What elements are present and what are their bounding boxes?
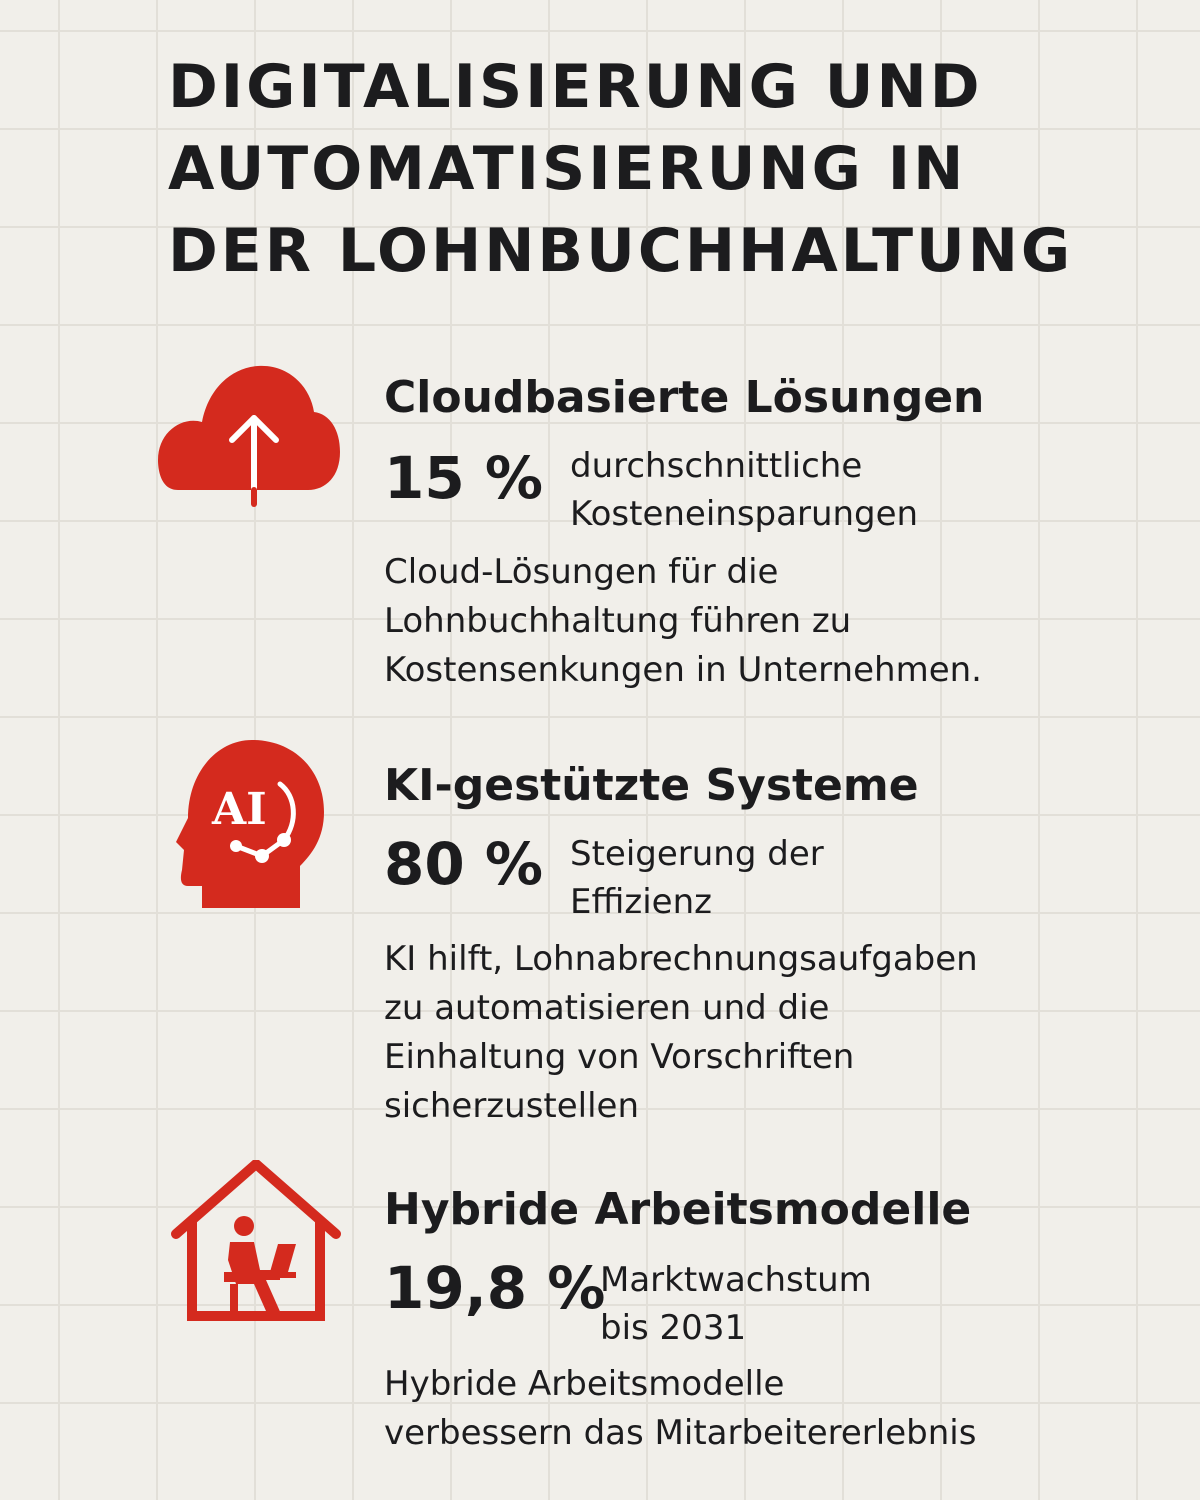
section-description [384, 548, 982, 695]
title-line: DER LOHNBUCHHALTUNG [168, 216, 1074, 286]
description-line: Lohnbuchhaltung führen zu [384, 601, 852, 641]
description-line: Hybride Arbeitsmodelle [384, 1364, 785, 1404]
stat-label-line: durchschnittliche [570, 446, 863, 486]
home-office-icon [170, 1160, 342, 1324]
stat-label-line: Kosteneinsparungen [570, 494, 919, 534]
stat-label-line: Steigerung der [570, 834, 824, 874]
stat-value: 80 % [384, 830, 544, 898]
stat-label [570, 442, 918, 538]
ai-icon-text: AI [212, 784, 267, 835]
section-description [384, 1360, 976, 1458]
description-line: KI hilft, Lohnabrechnungsaufgaben [384, 939, 978, 979]
description-line: sicherzustellen [384, 1086, 640, 1126]
description-line: verbessern das Mitarbeitererlebnis [384, 1413, 977, 1453]
stat-value: 19,8 % [384, 1254, 606, 1322]
stat-label [600, 1256, 872, 1352]
stat-label-line: Marktwachstum [600, 1260, 872, 1300]
page-title [168, 46, 1168, 292]
description-line: Einhaltung von Vorschriften [384, 1037, 855, 1077]
description-line: Kostensenkungen in Unternehmen. [384, 650, 982, 690]
stat-label-line: bis 2031 [600, 1308, 747, 1348]
cloud-upload-icon [158, 362, 342, 508]
description-line: zu automatisieren und die [384, 988, 830, 1028]
description-line: Cloud-Lösungen für die [384, 552, 779, 592]
section-heading: Hybride Arbeitsmodelle [384, 1184, 972, 1235]
title-line: AUTOMATISIERUNG IN [168, 134, 967, 204]
ai-head-icon [176, 738, 326, 910]
title-line: DIGITALISIERUNG UND [168, 52, 983, 122]
stat-value: 15 % [384, 444, 544, 512]
section-heading: KI-gestützte Systeme [384, 760, 919, 811]
section-description [384, 935, 978, 1131]
section-heading: Cloudbasierte Lösungen [384, 372, 985, 423]
stat-label [570, 830, 824, 926]
stat-label-line: Effizienz [570, 882, 712, 922]
